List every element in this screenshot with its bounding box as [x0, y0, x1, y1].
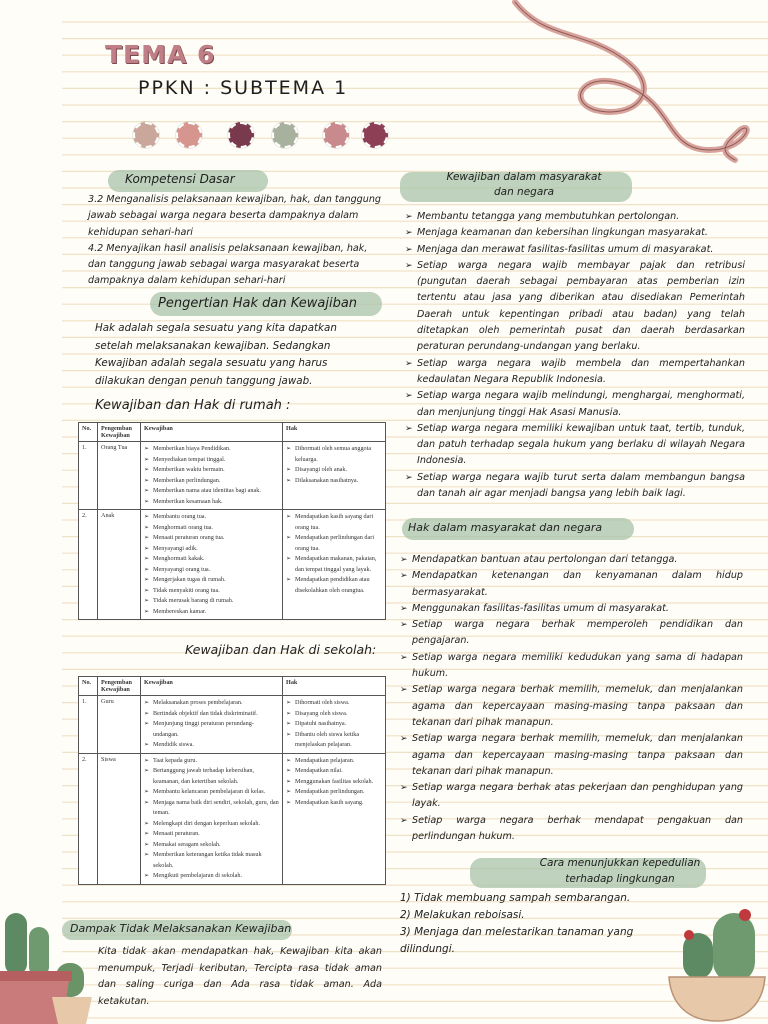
list-item: ➢ Setiap warga negara berhak memilih, memeluk, dan menjalankan agama dan kepercayaan masing-masing tanpa paksaan dan tekanan dari pihak manapun.	[400, 731, 743, 780]
table-list-item: ➢ Menaati peraturan orang tua.	[144, 533, 279, 544]
table-list-item: ➢ Bertanggung jawab terhadap kebersihan, keamanan, dan ketertiban sekolah.	[144, 766, 279, 787]
table-list-item: ➢ Dihormati oleh semua anggota keluarga.	[286, 444, 382, 465]
rumah-table	[78, 422, 386, 620]
table-list-item: ➢ Menjaga nama baik diri sendiri, sekolah, guru, dan teman.	[144, 798, 279, 819]
theme-title: TEMA 6	[105, 40, 216, 69]
list-item: ➢ Setiap warga negara berhak memilih, memeluk, dan menjalankan agama dan kepercayaan masing-masing tanpa paksaan dan tekanan dari pihak manapun.	[400, 682, 743, 731]
kepedulian-heading-line2: terhadap lingkungan	[565, 873, 675, 885]
pengertian-heading: Pengertian Hak dan Kewajiban	[158, 296, 358, 311]
cactus-bowl-illustration	[665, 905, 768, 1024]
pengertian-text: Hak adalah segala sesuatu yang kita dapatkan setelah melaksanakan kewajiban. Sedangkan Kewajiban adalah segala sesuatu yang harus dilakukan dengan penuh tanggung jawab.	[95, 322, 337, 387]
rumah-heading: Kewajiban dan Hak di rumah :	[95, 398, 291, 413]
kepedulian-heading-line1: Cara menunjukkan kepedulian	[539, 857, 701, 869]
table-row	[79, 442, 386, 510]
table-list-item: ➢ Disayangi oleh anak.	[286, 465, 382, 476]
table-list-item: ➢ Mendapatkan kasih sayang dari orang tua.	[286, 512, 382, 533]
table-list-item: ➢ Menaati peraturan.	[144, 829, 279, 840]
table-list-item: ➢ Memberikan keterangan ketika tidak masuk sekolah.	[144, 850, 279, 871]
list-item: ➢ Setiap warga negara memiliki kewajiban untuk taat, tertib, tunduk, dan patuh terhadap segala hukum yang berlaku di wilayah Negara Indonesia.	[405, 421, 745, 470]
table-list-item: ➢ Melengkapi diri dengan keperluan sekolah.	[144, 819, 279, 830]
palette-dot	[323, 122, 349, 148]
table-list-item: ➢ Menyayangi adik.	[144, 544, 279, 555]
list-item: ➢ Setiap warga negara berhak mendapat pengakuan dan perlindungan hukum.	[400, 813, 743, 846]
table-list-item: ➢ Memberikan biaya Pendidikan.	[144, 444, 279, 455]
col-pengemban: Pengemban Kewajiban	[98, 423, 141, 442]
palette-dot	[228, 122, 254, 148]
row-pengemban: Anak	[98, 510, 141, 620]
list-item: ➢ Setiap warga negara wajib turut serta dalam membangun bangsa dan tanah air agar menjadi bangsa yang lebih baik lagi.	[405, 470, 745, 503]
list-item: ➢ Membantu tetangga yang membutuhkan pertolongan.	[405, 209, 745, 225]
list-item: ➢ Setiap warga negara wajib melindungi, menghargai, menghormati, dan menjunjung tinggi Hak Asasi Manusia.	[405, 388, 745, 421]
table-list-item: ➢ Memberikan nama atau identitas bagi anak.	[144, 486, 279, 497]
row-kewajiban	[141, 510, 283, 620]
list-item: ➢ Setiap warga negara wajib membayar pajak dan retribusi (pungutan daerah sebagai pembayaran atas pemberian izin tertentu atau jasa yang diberikan atau disediakan Pemerintah Daerah untuk kepentingan pribadi atau badan) yang telah ditetapkan oleh pemerintah pusat dan daerah berdasarkan peraturan perundang-undangan yang berlaku.	[405, 258, 745, 356]
table-list-item: ➢ Menghormati orang tua.	[144, 523, 279, 534]
palette-dot	[362, 122, 388, 148]
list-item: ➢ Menjaga dan merawat fasilitas-fasilitas umum di masyarakat.	[405, 242, 745, 258]
kd-4-2: 4.2 Menyajikan hasil analisis pelaksanaan kewajiban, hak, dan tanggung jawab sebagai warga masyarakat beserta dampaknya dalam kehidupan sehari-hari	[88, 242, 368, 287]
list-item: 1) Tidak membuang sampah sembarangan.	[400, 892, 631, 904]
dampak-text: Kita tidak akan mendapatkan hak, Kewajiban kita akan menumpuk, Terjadi keributan, Tercipta rasa tidak aman dan saling curiga dan Ada rasa tidak aman. Ada ketakutan.	[98, 946, 382, 1007]
table-list-item: ➢ Menyediakan tempat tinggal.	[144, 455, 279, 466]
hak-heading: Hak dalam masyarakat dan negara	[408, 521, 603, 534]
table-list-item: ➢ Disayang oleh siswa.	[286, 709, 382, 720]
table-list-item: ➢ Bertindak objektif dan tidak diskriminatif.	[144, 709, 279, 720]
table-list-item: ➢ Tidak menyakiti orang tua.	[144, 586, 279, 597]
table-list-item: ➢ Mendidik siswa.	[144, 740, 279, 751]
table-list-item: ➢ Mendapatkan pelajaran.	[286, 756, 382, 767]
col-no: No.	[79, 677, 98, 696]
palette-dot	[272, 122, 298, 148]
list-item: 3) Menjaga dan melestarikan tanaman yang dilindungi.	[400, 926, 634, 955]
row-number: 1.	[79, 696, 98, 754]
col-pengemban: Pengemban Kewajiban	[98, 677, 141, 696]
palette-dot	[176, 122, 202, 148]
subtheme-title: PPKN : SUBTEMA 1	[138, 77, 349, 99]
row-hak	[283, 510, 386, 620]
row-pengemban: Orang Tua	[98, 442, 141, 510]
row-kewajiban	[141, 753, 283, 884]
kompetensi-text	[88, 192, 384, 290]
table-list-item: ➢ Mendapatkan perlindungan.	[286, 787, 382, 798]
row-pengemban: Siswa	[98, 753, 141, 884]
kewajiban-list	[405, 209, 745, 502]
sekolah-heading: Kewajiban dan Hak di sekolah:	[185, 642, 377, 657]
kd-3-2: 3.2 Menganalisis pelaksanaan kewajiban, hak, dan tanggung jawab sebagai warga negara beserta dampaknya dalam kehidupan sehari-hari	[88, 194, 382, 238]
cactus-pot-illustration	[0, 905, 95, 1024]
table-list-item: ➢ Menyayangi orang tua.	[144, 565, 279, 576]
list-item: ➢ Setiap warga negara memiliki kedudukan yang sama di hadapan hukum.	[400, 650, 743, 683]
col-hak: Hak	[283, 677, 386, 696]
table-list-item: ➢ Menggunakan fasilitas sekolah.	[286, 777, 382, 788]
kompetensi-heading: Kompetensi Dasar	[125, 172, 235, 186]
table-list-item: ➢ Mengerjakan tugas di rumah.	[144, 575, 279, 586]
table-row	[79, 510, 386, 620]
hak-list	[400, 552, 743, 845]
list-item: ➢ Menggunakan fasilitas-fasilitas umum di masyarakat.	[400, 601, 743, 617]
list-item: ➢ Setiap warga negara berhak memperoleh pendidikan dan pengajaran.	[400, 617, 743, 650]
list-item: ➢ Mendapatkan ketenangan dan kenyamanan dalam hidup bermasyarakat.	[400, 568, 743, 601]
row-number: 2.	[79, 753, 98, 884]
list-item: ➢ Setiap warga negara wajib membela dan mempertahankan kedaulatan Negara Republik Indonesia.	[405, 356, 745, 389]
table-list-item: ➢ Taat kepada guru.	[144, 756, 279, 767]
table-list-item: ➢ Mendapatkan perlindungan dari orang tua.	[286, 533, 382, 554]
table-list-item: ➢ Mendapatkan makanan, pakaian, dan tempat tinggal yang layak.	[286, 554, 382, 575]
sekolah-table	[78, 676, 386, 885]
table-list-item: ➢ Memakai seragam sekolah.	[144, 840, 279, 851]
kewajiban-heading-line2: dan negara	[493, 186, 555, 198]
table-list-item: ➢ Mengikuti pembelajaran di sekolah.	[144, 871, 279, 882]
ribbon-decoration	[505, 0, 768, 175]
row-number: 2.	[79, 510, 98, 620]
table-list-item: ➢ Membantu kelancaran pembelajaran di kelas.	[144, 787, 279, 798]
row-hak	[283, 753, 386, 884]
dampak-heading: Dampak Tidak Melaksanakan Kewajiban	[70, 922, 292, 935]
table-list-item: ➢ Membantu orang tua.	[144, 512, 279, 523]
list-item: ➢ Mendapatkan bantuan atau pertolongan dari tetangga.	[400, 552, 743, 568]
col-kewajiban: Kewajiban	[141, 677, 283, 696]
row-hak	[283, 696, 386, 754]
table-list-item: ➢ Memberikan kesamaan hak.	[144, 497, 279, 508]
table-list-item: ➢ Melaksanakan proses pembelajaran.	[144, 698, 279, 709]
table-list-item: ➢ Dihormati oleh siswa.	[286, 698, 382, 709]
table-list-item: ➢ Dipatuhi nasihatnya.	[286, 719, 382, 730]
table-list-item: ➢ Tidak merusak barang di rumah.	[144, 596, 279, 607]
table-list-item: ➢ Memberikan perlindungan.	[144, 476, 279, 487]
list-item: ➢ Menjaga keamanan dan kebersihan lingkungan masyarakat.	[405, 225, 745, 241]
table-list-item: ➢ Menghormati kakak.	[144, 554, 279, 565]
palette-dot	[133, 122, 159, 148]
table-row	[79, 696, 386, 754]
row-pengemban: Guru	[98, 696, 141, 754]
table-list-item: ➢ Dibantu oleh siswa ketika menjelaskan pelajaran.	[286, 730, 382, 751]
col-kewajiban: Kewajiban	[141, 423, 283, 442]
table-list-item: ➢ Mendapatkan nilai.	[286, 766, 382, 777]
row-hak	[283, 442, 386, 510]
table-list-item: ➢ Memberikan waktu bermain.	[144, 465, 279, 476]
table-row	[79, 753, 386, 884]
col-no: No.	[79, 423, 98, 442]
kewajiban-heading-line1: Kewajiban dalam masyarakat	[446, 171, 602, 183]
row-number: 1.	[79, 442, 98, 510]
table-list-item: ➢ Mendapatkan kasih sayang.	[286, 798, 382, 809]
table-list-item: ➢ Membereskan kamar.	[144, 607, 279, 618]
table-list-item: ➢ Mendapatkan pendidikan atau disekolahkan oleh orangtua.	[286, 575, 382, 596]
list-item: 2) Melakukan reboisasi.	[400, 909, 525, 921]
kepedulian-heading	[520, 855, 720, 887]
kewajiban-heading	[434, 170, 614, 200]
table-list-item: ➢ Dilaksanakan nasihatnya.	[286, 476, 382, 487]
list-item: ➢ Setiap warga negara berhak atas pekerjaan dan penghidupan yang layak.	[400, 780, 743, 813]
col-hak: Hak	[283, 423, 386, 442]
kepedulian-list	[400, 890, 670, 958]
row-kewajiban	[141, 442, 283, 510]
row-kewajiban	[141, 696, 283, 754]
table-list-item: ➢ Menjunjung tinggi peraturan perundang-undangan.	[144, 719, 279, 740]
